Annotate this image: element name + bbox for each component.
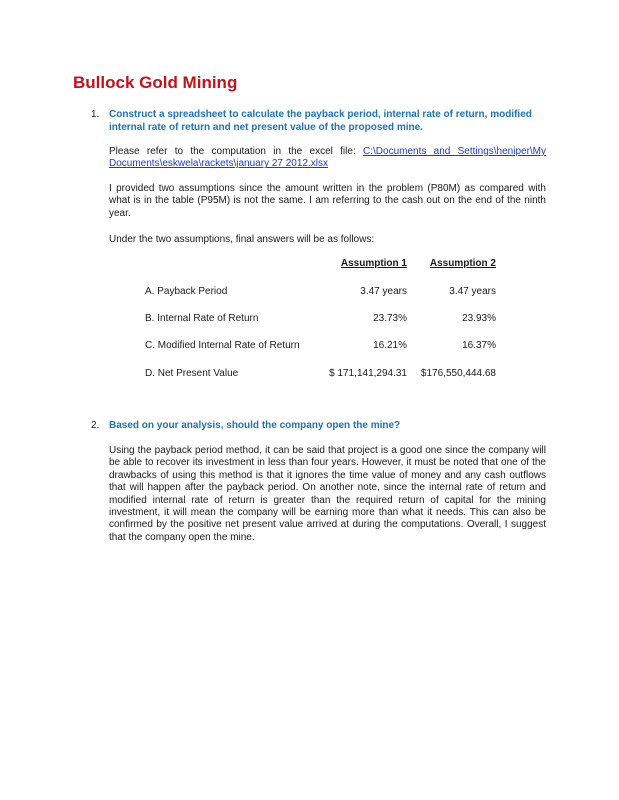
table-row (145, 286, 505, 300)
row-label: A. Payback Period (145, 286, 228, 297)
table-row (145, 340, 505, 354)
question-2-text: Based on your analysis, should the company open the mine? (109, 420, 401, 431)
table-header-row (145, 258, 505, 272)
question-1-number: 1. (91, 109, 100, 120)
header-assumption-2: Assumption 2 (429, 258, 496, 269)
row-assumption-2: 23.93% (462, 313, 496, 324)
question-2 (91, 419, 547, 432)
row-label: B. Internal Rate of Return (145, 313, 259, 324)
row-assumption-1: 16.21% (373, 340, 407, 351)
question-1-paragraph-1 (109, 146, 546, 171)
question-1-paragraph-2: I provided two assumptions since the amount written in the problem (P80M) as compared with what is in the table (P95M) is not the same. I am referring to the cash out on the end of the ninth year. (109, 183, 546, 219)
question-2-number: 2. (91, 420, 100, 431)
row-assumption-2: 3.47 years (449, 286, 496, 297)
question-1 (91, 108, 547, 134)
question-1-paragraph-3: Under the two assumptions, final answers will be as follows: (109, 234, 375, 245)
row-assumption-2: $176,550,444.68 (420, 368, 496, 379)
table-row (145, 368, 505, 382)
row-assumption-1: 23.73% (373, 313, 407, 324)
question-1-text: Construct a spreadsheet to calculate the payback period, internal rate of return, modified internal rate of return and net present value of the proposed mine. (109, 109, 532, 133)
document-title: Bullock Gold Mining (73, 73, 238, 92)
row-assumption-1: $ 171,141,294.31 (329, 368, 407, 379)
row-assumption-1: 3.47 years (360, 286, 407, 297)
header-assumption-1: Assumption 1 (340, 258, 407, 269)
row-assumption-2: 16.37% (462, 340, 496, 351)
row-label: C. Modified Internal Rate of Return (145, 340, 300, 351)
table-row (145, 313, 505, 327)
question-2-answer: Using the payback period method, it can be said that project is a good one since the company will be able to recover its investment in less than four years. However, it must be noted that one of the drawbacks of using this method is that it ignores the time value of money and any cash outflows that will happen after the payback period. On another note, since the internal rate of return and modified internal rate of return is greater than the required return of capital for the mining investment, it will mean the company will be earning more than what it needs. This can also be confirmed by the positive net present value arrived at during the computations. Overall, I suggest that the company open the mine. (109, 445, 546, 543)
excel-file-link[interactable]: C:\Documents and Settings\heniper\My Documents\eskwela\rackets\january 27 2012.xlsx (109, 146, 547, 170)
row-label: D. Net Present Value (145, 368, 239, 379)
paragraph-1-prefix: Please refer to the computation in the excel file: (109, 146, 364, 157)
